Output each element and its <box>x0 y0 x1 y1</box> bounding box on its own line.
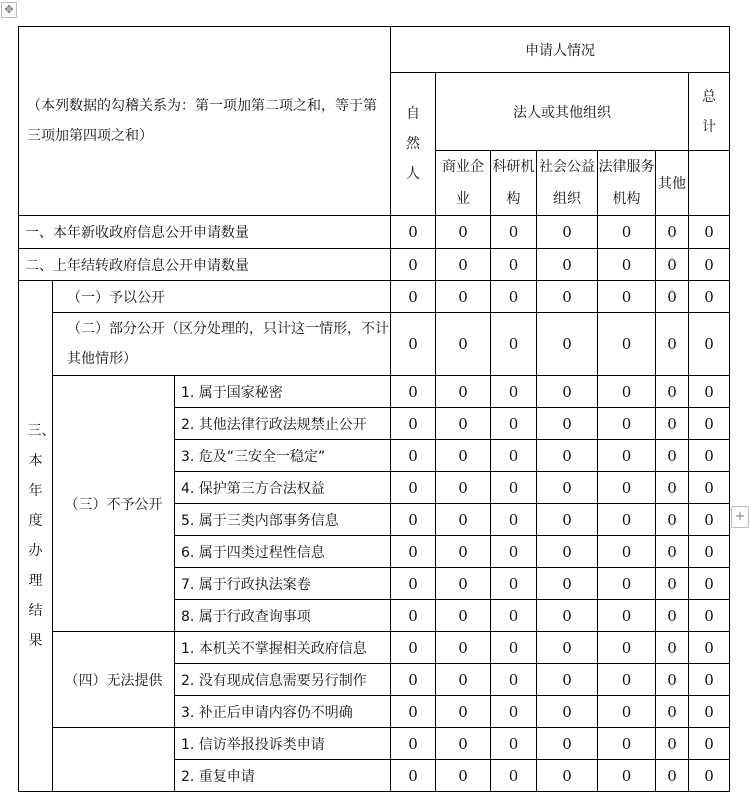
cell-value: 0 <box>537 536 598 568</box>
cell-value: 0 <box>436 728 491 760</box>
cell-value: 0 <box>598 728 656 760</box>
cell-value: 0 <box>491 440 537 472</box>
legal-orgs-header: 法人或其他组织 <box>436 73 689 151</box>
col-header-commercial: 商业企业 <box>436 151 491 216</box>
cell-value: 0 <box>491 600 537 632</box>
table-row <box>19 216 730 249</box>
cell-value: 0 <box>598 281 656 313</box>
cell-value: 0 <box>537 216 598 249</box>
cell-value: 0 <box>391 472 436 504</box>
cell-value: 0 <box>537 728 598 760</box>
cell-value: 0 <box>537 664 598 696</box>
cell-value: 0 <box>436 281 491 313</box>
cell-value: 0 <box>491 249 537 281</box>
table-row <box>19 376 730 408</box>
cell-value: 0 <box>598 472 656 504</box>
col-header-research: 科研机构 <box>491 151 537 216</box>
cell-value: 0 <box>656 472 689 504</box>
cell-value: 0 <box>598 313 656 376</box>
cell-value: 0 <box>689 536 730 568</box>
row-label: （二）部分公开（区分处理的，只计这一情形，不计其他情形） <box>53 313 391 376</box>
cell-value: 0 <box>689 313 730 376</box>
cell-value: 0 <box>436 760 491 792</box>
row-label: 一、本年新收政府信息公开申请数量 <box>19 216 391 249</box>
cell-value: 0 <box>598 600 656 632</box>
cell-value: 0 <box>598 440 656 472</box>
cell-value: 0 <box>391 504 436 536</box>
table-move-handle-icon[interactable]: ✥ <box>1 2 17 18</box>
cell-value: 0 <box>689 408 730 440</box>
row-label: 7. 属于行政执法案卷 <box>175 568 391 600</box>
cell-value: 0 <box>598 249 656 281</box>
cell-value: 0 <box>656 376 689 408</box>
cell-value: 0 <box>491 632 537 664</box>
cell-value: 0 <box>491 728 537 760</box>
group-label-unavailable: （四）无法提供 <box>53 632 175 728</box>
cell-value: 0 <box>391 313 436 376</box>
cell-value: 0 <box>391 216 436 249</box>
row-label: 2. 重复申请 <box>175 760 391 792</box>
cell-value: 0 <box>436 408 491 440</box>
cell-value: 0 <box>391 536 436 568</box>
cell-value: 0 <box>491 568 537 600</box>
note-cell: （本列数据的勾稽关系为：第一项加第二项之和，等于第三项加第四项之和） <box>19 27 391 216</box>
cell-value: 0 <box>598 696 656 728</box>
cell-value: 0 <box>491 504 537 536</box>
total-header: 总计 <box>689 73 730 151</box>
cell-value: 0 <box>436 568 491 600</box>
cell-value: 0 <box>436 376 491 408</box>
table-row <box>19 728 730 760</box>
cell-value: 0 <box>656 440 689 472</box>
cell-value: 0 <box>689 664 730 696</box>
row-label: 1. 属于国家秘密 <box>175 376 391 408</box>
cell-value: 0 <box>436 664 491 696</box>
cell-value: 0 <box>656 249 689 281</box>
cell-value: 0 <box>491 216 537 249</box>
cell-value: 0 <box>537 504 598 536</box>
cell-value: 0 <box>598 632 656 664</box>
cell-value: 0 <box>598 760 656 792</box>
cell-value: 0 <box>391 568 436 600</box>
cell-value: 0 <box>436 313 491 376</box>
cell-value: 0 <box>537 600 598 632</box>
section3-label: 三、本年度办理结果 <box>19 281 53 792</box>
cell-value: 0 <box>598 504 656 536</box>
cell-value: 0 <box>537 408 598 440</box>
cell-value: 0 <box>391 664 436 696</box>
group-label-not-processed <box>53 728 175 792</box>
cell-value: 0 <box>537 313 598 376</box>
cell-value: 0 <box>689 281 730 313</box>
cell-value: 0 <box>598 376 656 408</box>
cell-value: 0 <box>598 536 656 568</box>
cell-value: 0 <box>436 696 491 728</box>
cell-value: 0 <box>537 568 598 600</box>
cell-value: 0 <box>436 472 491 504</box>
cell-value: 0 <box>391 376 436 408</box>
cell-value: 0 <box>656 408 689 440</box>
row-label: 1. 本机关不掌握相关政府信息 <box>175 632 391 664</box>
row-label: 8. 属于行政查询事项 <box>175 600 391 632</box>
cell-value: 0 <box>537 472 598 504</box>
cell-value: 0 <box>598 216 656 249</box>
cell-value: 0 <box>491 536 537 568</box>
cell-value: 0 <box>598 568 656 600</box>
cell-value: 0 <box>436 249 491 281</box>
cell-value: 0 <box>537 760 598 792</box>
cell-value: 0 <box>436 504 491 536</box>
cell-value: 0 <box>656 216 689 249</box>
row-label: 3. 危及“三安全一稳定” <box>175 440 391 472</box>
cell-value: 0 <box>656 568 689 600</box>
cell-value: 0 <box>656 281 689 313</box>
cell-value: 0 <box>689 696 730 728</box>
cell-value: 0 <box>689 376 730 408</box>
cell-value: 0 <box>436 632 491 664</box>
cell-value: 0 <box>689 249 730 281</box>
cell-value: 0 <box>391 600 436 632</box>
cell-value: 0 <box>656 536 689 568</box>
cell-value: 0 <box>689 600 730 632</box>
cell-value: 0 <box>436 536 491 568</box>
cell-value: 0 <box>537 249 598 281</box>
cell-value: 0 <box>656 664 689 696</box>
cell-value: 0 <box>537 696 598 728</box>
add-column-icon[interactable]: + <box>731 506 749 528</box>
cell-value: 0 <box>656 504 689 536</box>
row-label: 6. 属于四类过程性信息 <box>175 536 391 568</box>
cell-value: 0 <box>689 760 730 792</box>
cell-value: 0 <box>537 632 598 664</box>
cell-value: 0 <box>656 313 689 376</box>
group-label-withheld: （三）不予公开 <box>53 376 175 632</box>
cell-value: 0 <box>436 600 491 632</box>
row-label: 5. 属于三类内部事务信息 <box>175 504 391 536</box>
row-label: 二、上年结转政府信息公开申请数量 <box>19 249 391 281</box>
cell-value: 0 <box>537 376 598 408</box>
cell-value: 0 <box>689 568 730 600</box>
cell-value: 0 <box>391 696 436 728</box>
cell-value: 0 <box>656 696 689 728</box>
cell-value: 0 <box>689 440 730 472</box>
cell-value: 0 <box>689 472 730 504</box>
cell-value: 0 <box>491 313 537 376</box>
row-label: （一）予以公开 <box>53 281 391 313</box>
cell-value: 0 <box>689 504 730 536</box>
col-header-public-welfare: 社会公益组织 <box>537 151 598 216</box>
table-row <box>19 632 730 664</box>
cell-value: 0 <box>391 728 436 760</box>
cell-value: 0 <box>391 281 436 313</box>
col-header-legal-service: 法律服务机构 <box>598 151 656 216</box>
cell-value: 0 <box>689 632 730 664</box>
row-label: 3. 补正后申请内容仍不明确 <box>175 696 391 728</box>
cell-value: 0 <box>491 281 537 313</box>
cell-value: 0 <box>491 408 537 440</box>
cell-value: 0 <box>491 760 537 792</box>
cell-value: 0 <box>537 440 598 472</box>
applicant-situation-header: 申请人情况 <box>391 27 730 73</box>
table-row <box>19 281 730 313</box>
cell-value: 0 <box>391 249 436 281</box>
cell-value: 0 <box>436 216 491 249</box>
cell-value: 0 <box>391 632 436 664</box>
cell-value: 0 <box>598 664 656 696</box>
row-label: 2. 没有现成信息需要另行制作 <box>175 664 391 696</box>
cell-value: 0 <box>491 472 537 504</box>
cell-value: 0 <box>656 760 689 792</box>
cell-value: 0 <box>537 281 598 313</box>
col-header-other: 其他 <box>656 151 689 216</box>
table-row <box>19 313 730 376</box>
table-row <box>19 249 730 281</box>
row-label: 2. 其他法律行政法规禁止公开 <box>175 408 391 440</box>
cell-value: 0 <box>391 760 436 792</box>
cell-value: 0 <box>436 440 491 472</box>
natural-person-header: 自然人 <box>391 73 436 216</box>
government-info-disclosure-table <box>18 26 730 792</box>
cell-value: 0 <box>491 664 537 696</box>
cell-value: 0 <box>391 440 436 472</box>
cell-value: 0 <box>491 376 537 408</box>
cell-value: 0 <box>656 600 689 632</box>
cell-value: 0 <box>391 408 436 440</box>
cell-value: 0 <box>598 408 656 440</box>
cell-value: 0 <box>689 728 730 760</box>
row-label: 1. 信访举报投诉类申请 <box>175 728 391 760</box>
row-label: 4. 保护第三方合法权益 <box>175 472 391 504</box>
cell-value: 0 <box>656 632 689 664</box>
cell-value: 0 <box>656 728 689 760</box>
cell-value: 0 <box>491 696 537 728</box>
cell-value: 0 <box>689 216 730 249</box>
